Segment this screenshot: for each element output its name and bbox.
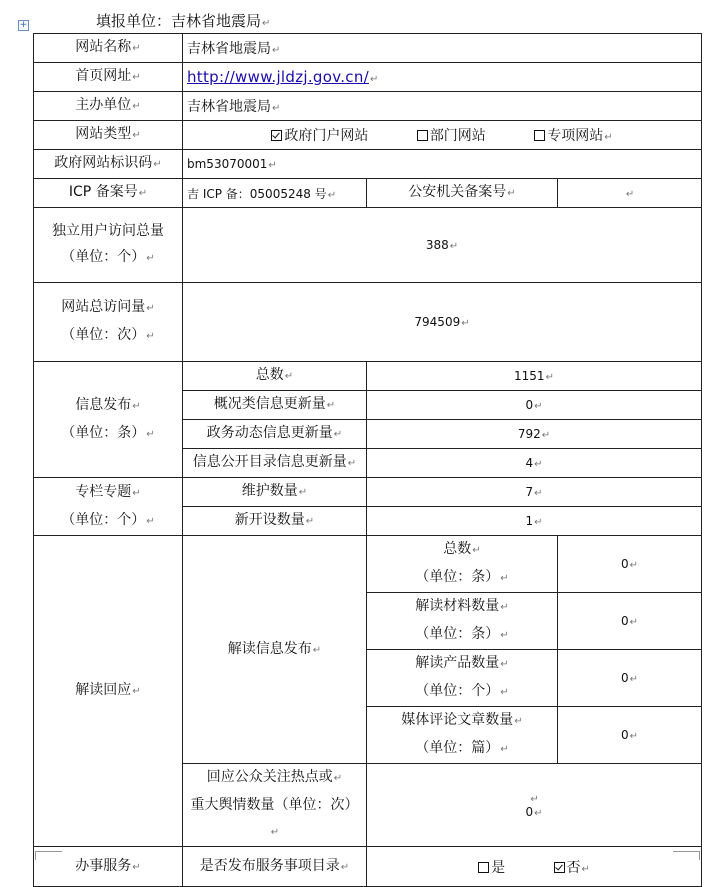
publish-item-label: 政务动态信息更新量↵ xyxy=(183,420,367,449)
sponsor-cell[interactable]: 吉林省地震局↵ xyxy=(183,92,702,121)
row-homepage xyxy=(34,63,702,92)
homepage-cell: http://www.jldzj.gov.cn/↵ xyxy=(183,63,702,92)
site-type-option-special[interactable]: 专项网站↵ xyxy=(534,125,612,145)
paragraph-mark-icon: ↵ xyxy=(262,18,271,29)
unique-visitors-label-cell: 独立用户访问总量 （单位：个）↵ xyxy=(34,208,183,283)
interpret-row xyxy=(34,536,702,593)
interpret-item-value[interactable]: 0↵ xyxy=(558,593,702,650)
service-option-no[interactable]: 否↵ xyxy=(554,857,590,877)
homepage-label-cell: 首页网址↵ xyxy=(34,63,183,92)
checked-box-icon[interactable] xyxy=(554,862,565,873)
row-service xyxy=(34,847,702,887)
site-code-cell[interactable]: bm53070001↵ xyxy=(183,150,702,179)
service-options-cell xyxy=(367,847,702,887)
filing-unit-text: 填报单位：吉林省地震局 xyxy=(96,12,262,30)
unchecked-box-icon[interactable] xyxy=(534,130,545,141)
columns-item-value[interactable]: 7↵ xyxy=(367,478,702,507)
police-label-cell: 公安机关备案号↵ xyxy=(367,179,558,208)
row-site-type xyxy=(34,121,702,150)
icp-cell[interactable]: 吉 ICP 备：05005248 号↵ xyxy=(183,179,367,208)
table-move-handle[interactable]: + xyxy=(19,20,28,30)
columns-item-label: 维护数量↵ xyxy=(183,478,367,507)
interpret-sub-label-cell: 解读信息发布↵ xyxy=(183,536,367,764)
publish-item-value[interactable]: 792↵ xyxy=(367,420,702,449)
filing-unit-line xyxy=(96,10,270,31)
row-sponsor xyxy=(34,92,702,121)
service-option-yes[interactable]: 是 xyxy=(478,857,505,877)
columns-item-label: 新开设数量↵ xyxy=(183,507,367,536)
site-type-options-cell xyxy=(183,121,702,150)
row-site-code xyxy=(34,150,702,179)
site-name-label-cell: 网站名称↵ xyxy=(34,34,183,63)
interpret-item-label: 解读产品数量↵ （单位：个）↵ xyxy=(367,650,558,707)
row-site-name xyxy=(34,34,702,63)
columns-label-cell: 专栏专题↵ （单位：个）↵ xyxy=(34,478,183,536)
unchecked-box-icon[interactable] xyxy=(417,130,428,141)
interpret-item-label: 媒体评论文章数量↵ （单位：篇）↵ xyxy=(367,707,558,764)
site-name-cell[interactable]: 吉林省地震局↵ xyxy=(183,34,702,63)
police-cell[interactable]: ↵ xyxy=(558,179,702,208)
columns-item-value[interactable]: 1↵ xyxy=(367,507,702,536)
website-report-table xyxy=(33,33,702,887)
publish-item-value[interactable]: 1151↵ xyxy=(367,362,702,391)
publish-label-cell: 信息发布↵ （单位：条）↵ xyxy=(34,362,183,478)
publish-item-value[interactable]: 4↵ xyxy=(367,449,702,478)
publish-item-label: 信息公开目录信息更新量↵ xyxy=(183,449,367,478)
publish-row xyxy=(34,362,702,391)
interpret-item-label: 总数↵ （单位：条）↵ xyxy=(367,536,558,593)
row-unique-visitors xyxy=(34,208,702,283)
response-label-cell: 回应公众关注热点或↵ 重大舆情数量（单位：次）↵ xyxy=(183,764,367,847)
checked-box-icon[interactable] xyxy=(271,130,282,141)
sponsor-label-cell: 主办单位↵ xyxy=(34,92,183,121)
columns-row xyxy=(34,478,702,507)
interpret-item-value[interactable]: 0↵ xyxy=(558,707,702,764)
interpret-item-value[interactable]: 0↵ xyxy=(558,536,702,593)
icp-label-cell: ICP 备案号↵ xyxy=(34,179,183,208)
site-code-label-cell: 政府网站标识码↵ xyxy=(34,150,183,179)
response-value-cell[interactable]: ↵ 0↵ xyxy=(367,764,702,847)
service-label-cell: 办事服务↵ xyxy=(34,847,183,887)
publish-item-value[interactable]: 0↵ xyxy=(367,391,702,420)
row-icp xyxy=(34,179,702,208)
site-type-option-department[interactable]: 部门网站 xyxy=(417,125,486,145)
margin-corner-mark xyxy=(673,851,700,860)
unchecked-box-icon[interactable] xyxy=(478,862,489,873)
interpret-item-value[interactable]: 0↵ xyxy=(558,650,702,707)
publish-item-label: 概况类信息更新量↵ xyxy=(183,391,367,420)
margin-corner-mark xyxy=(35,851,62,860)
interpret-label-cell: 解读回应↵ xyxy=(34,536,183,847)
site-type-option-portal[interactable]: 政府门户网站 xyxy=(271,125,368,145)
site-type-label-cell: 网站类型↵ xyxy=(34,121,183,150)
total-visits-value-cell[interactable]: 794509↵ xyxy=(183,283,702,362)
unique-visitors-value-cell[interactable]: 388↵ xyxy=(183,208,702,283)
row-total-visits xyxy=(34,283,702,362)
homepage-link[interactable]: http://www.jldzj.gov.cn/ xyxy=(187,68,369,86)
service-question-cell: 是否发布服务事项目录↵ xyxy=(183,847,367,887)
publish-item-label: 总数↵ xyxy=(183,362,367,391)
total-visits-label-cell: 网站总访问量↵ （单位：次）↵ xyxy=(34,283,183,362)
interpret-item-label: 解读材料数量↵ （单位：条）↵ xyxy=(367,593,558,650)
